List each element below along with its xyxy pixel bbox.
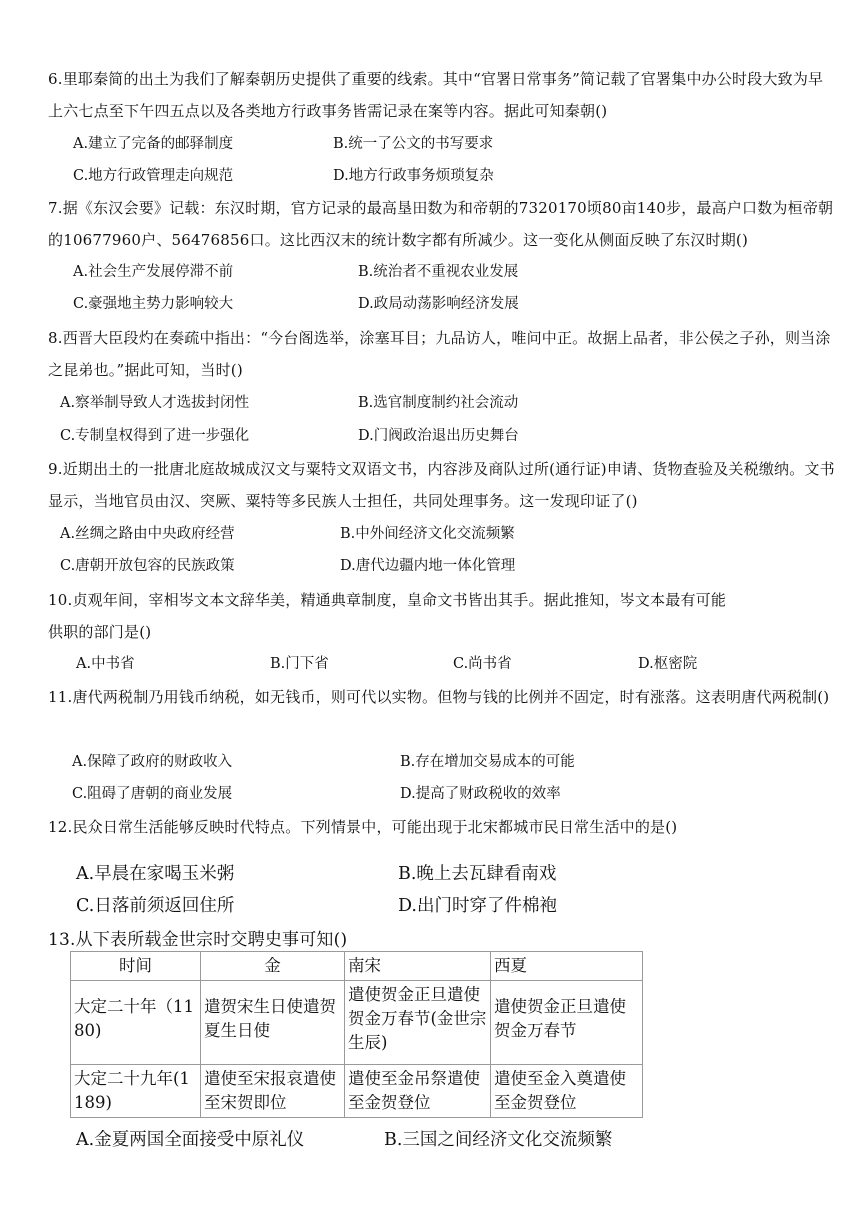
table-cell: 遣使至宋报哀遣使至宋贺即位 — [201, 1065, 345, 1118]
table-cell: 大定二十年（1180) — [71, 981, 201, 1065]
question-11-options-2 — [48, 778, 838, 810]
table-cell: 遣使贺金正旦遣使贺金万春节 — [491, 981, 643, 1065]
question-10-options — [48, 648, 838, 680]
table-header-cell: 南宋 — [345, 952, 491, 981]
question-7-option-b[interactable]: B.统治者不重视农业发展 — [358, 264, 519, 280]
question-8-option-b[interactable]: B.选官制度制约社会流动 — [358, 395, 519, 411]
question-8-option-c[interactable]: C.专制皇权得到了进一步强化 — [60, 428, 250, 444]
question-6-option-b[interactable]: B.统一了公文的书写要求 — [333, 136, 494, 152]
question-7-option-c[interactable]: C.豪强地主势力影响较大 — [73, 296, 234, 312]
question-12-option-a[interactable]: A.早晨在家喝玉米粥 — [76, 864, 235, 884]
question-11-options — [48, 746, 838, 778]
question-9-option-a[interactable]: A.丝绸之路由中央政府经营 — [60, 526, 235, 542]
question-6-options-2 — [48, 160, 838, 192]
question-6-option-a[interactable]: A.建立了完备的邮驿制度 — [73, 136, 234, 152]
question-12-options — [48, 858, 838, 890]
question-11-option-b[interactable]: B.存在增加交易成本的可能 — [400, 754, 575, 770]
question-12-option-b[interactable]: B.晚上去瓦肆看南戏 — [398, 864, 557, 884]
question-9-options-2 — [48, 550, 838, 582]
question-12-stem: 12.民众日常生活能够反映时代特点。下列情景中，可能出现于北宋都城市民日常生活中的是() — [48, 818, 678, 836]
question-11-stem: 11.唐代两税制乃用钱币纳税，如无钱币，则可代以实物。但物与钱的比例并不固定，时有涨落。这表明唐代两税制() — [48, 688, 830, 706]
tribute-table — [70, 951, 643, 1118]
table-header-cell: 西夏 — [491, 952, 643, 981]
question-10-stem-line2: 供职的部门是() — [48, 623, 152, 641]
table-row — [71, 981, 643, 1065]
question-13-stem: 13.从下表所载金世宗时交聘史事可知() — [48, 930, 348, 950]
table-cell: 遣使贺金正旦遣使贺金万春节(金世宗生辰) — [345, 981, 491, 1065]
question-10-option-d[interactable]: D.枢密院 — [638, 656, 698, 672]
question-9-options — [48, 518, 838, 550]
question-6-option-d[interactable]: D.地方行政事务烦琐复杂 — [333, 168, 494, 184]
question-12-option-d[interactable]: D.出门时穿了件棉袍 — [398, 896, 557, 916]
table-cell: 遣贺宋生日使遣贺夏生日使 — [201, 981, 345, 1065]
question-6-stem: 6.里耶秦简的出土为我们了解秦朝历史提供了重要的线索。其中“官署日常事务”简记载了官署集中办公时段大致为早上六七点至下午四五点以及各类地方行政事务皆需记录在案等内容。据此可知秦朝() — [48, 70, 824, 120]
table-header-cell: 时间 — [71, 952, 201, 981]
question-9-option-d[interactable]: D.唐代边疆内地一体化管理 — [340, 558, 516, 574]
question-8-options-2 — [48, 420, 838, 452]
question-11-option-a[interactable]: A.保障了政府的财政收入 — [72, 754, 233, 770]
question-13-options — [48, 1124, 838, 1156]
table-header-row — [71, 952, 643, 981]
question-8-option-a[interactable]: A.察举制导致人才选拔封闭性 — [60, 395, 250, 411]
question-8-stem: 8.西晋大臣段灼在奏疏中指出：“今台阁选举，涂塞耳目；九品访人，唯问中正。故据上品者，非公侯之子孙，则当涂之昆弟也。”据此可知，当时() — [48, 329, 831, 379]
question-6-options — [48, 128, 838, 160]
question-11-option-c[interactable]: C.阻碍了唐朝的商业发展 — [72, 786, 233, 802]
question-8-options — [48, 387, 838, 419]
question-9-option-c[interactable]: C.唐朝开放包容的民族政策 — [60, 558, 235, 574]
question-7-options — [48, 256, 838, 288]
question-7-option-a[interactable]: A.社会生产发展停滞不前 — [73, 264, 234, 280]
question-10-option-c[interactable]: C.尚书省 — [453, 656, 512, 672]
question-13-option-a[interactable]: A.金夏两国全面接受中原礼仪 — [76, 1130, 305, 1150]
table-cell: 遣使至金吊祭遣使至金贺登位 — [345, 1065, 491, 1118]
question-7-stem: 7.据《东汉会要》记载：东汉时期，官方记录的最高垦田数为和帝朝的7320170顷80亩140步，最高户口数为桓帝朝的10677960户、56476856口。这比西汉末的统计数字都有所减少。这一变化从侧面反映了东汉时期() — [48, 199, 834, 249]
table-cell: 大定二十九年(1189) — [71, 1065, 201, 1118]
question-12-options-2 — [48, 890, 838, 922]
question-12-option-c[interactable]: C.日落前须返回住所 — [76, 896, 235, 916]
table-header-cell: 金 — [201, 952, 345, 981]
question-9-option-b[interactable]: B.中外间经济文化交流频繁 — [340, 526, 515, 542]
question-10-option-a[interactable]: A.中书省 — [76, 656, 135, 672]
question-7-options-2 — [48, 288, 838, 320]
question-7-option-d[interactable]: D.政局动荡影响经济发展 — [358, 296, 519, 312]
table-cell: 遣使至金入奠遣使至金贺登位 — [491, 1065, 643, 1118]
question-10-stem-line1: 10.贞观年间，宰相岑文本文辞华美，精通典章制度，皇命文书皆出其手。据此推知，岑文本最有可能 — [48, 591, 727, 609]
table-row — [71, 1065, 643, 1118]
question-6-option-c[interactable]: C.地方行政管理走向规范 — [73, 168, 234, 184]
question-13-option-b[interactable]: B.三国之间经济文化交流频繁 — [384, 1130, 613, 1150]
question-9-stem: 9.近期出土的一批唐北庭故城成汉文与粟特文双语文书，内容涉及商队过所(通行证)申请、货物查验及关税缴纳。文书显示，当地官员由汉、突厥、粟特等多民族人士担任，共同处理事务。这一发现印证了() — [48, 460, 835, 510]
question-8-option-d[interactable]: D.门阀政治退出历史舞台 — [358, 428, 519, 444]
question-10-option-b[interactable]: B.门下省 — [270, 656, 329, 672]
question-11-option-d[interactable]: D.提高了财政税收的效率 — [400, 786, 561, 802]
